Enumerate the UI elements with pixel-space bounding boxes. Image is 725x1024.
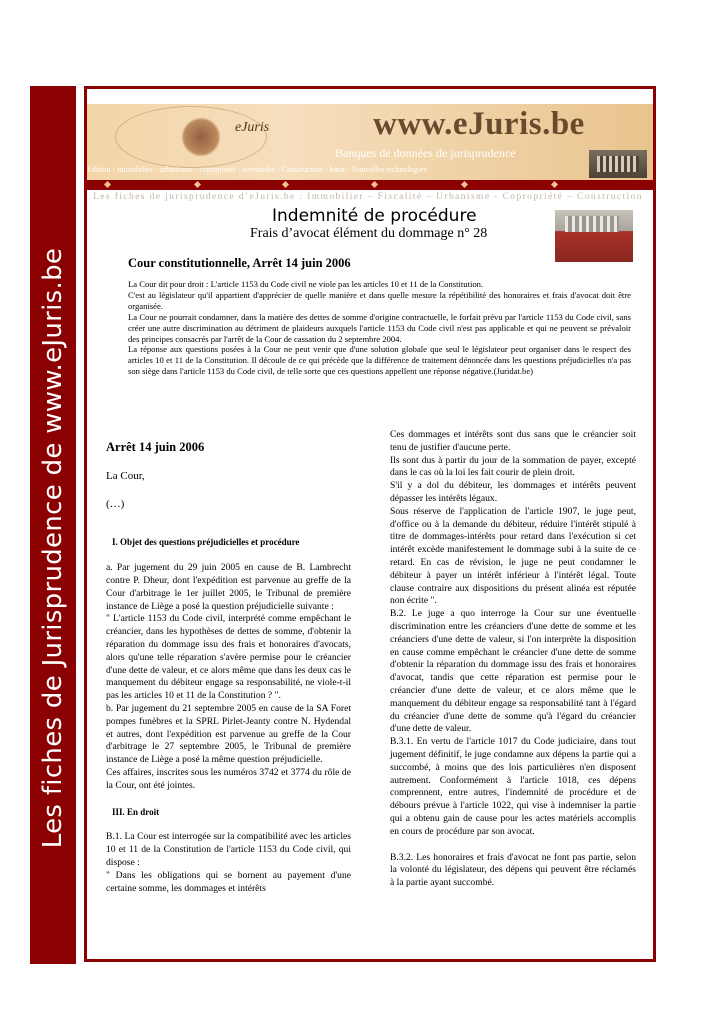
arret-heading: Arrêt 14 juin 2006	[106, 440, 205, 454]
body-paragraph: Ils sont dus à partir du jour de la sommation de payer, excepté dans le cas où la loi les fait courir de plein droit.	[390, 454, 636, 479]
header-strip: Les fiches de jurisprudence d’eJuris.be : Immobilier – Fiscalité – Urbanisme - Copropriété – Construction	[93, 192, 643, 202]
body-paragraph: Ces affaires, inscrites sous les numéros 3742 et 3774 du rôle de la Cour, ont été jointes.	[106, 766, 351, 791]
body-paragraph: B.1. La Cour est interrogée sur la compatibilité avec les articles 10 et 11 de la Constitution de l'article 1153 du Code civil, qui dispose :	[106, 831, 351, 868]
courtroom-photo	[555, 210, 633, 262]
body-paragraph: a. Par jugement du 29 juin 2005 en cause de B. Lambrecht contre P. Dheur, dont l'expédition est parvenue au greffe de la Cour d'arbitrage le 1er juillet 2005, le Tribunal de première instance de Liège a posé la question préjudicielle suivante :	[106, 562, 351, 612]
site-url[interactable]: www.eJuris.be	[373, 106, 585, 142]
sidebar-title: Les fiches de Jurisprudence de www.eJuris.be	[38, 247, 68, 849]
summary-paragraph: La réponse aux questions posées à la Cour ne peut venir que d'une solution globale que seul le législateur peut organiser dans le respect des articles 10 et 11 de la Constitution. Il découle de ce qui précède que la différence de traitement dénoncée dans les questions préjudicielles n'a pas son siège dans l'article 1153 du Code civil, de telle sorte que ces questions appellent une réponse négative.(Juridat.be)	[128, 344, 631, 377]
court-heading: Cour constitutionnelle, Arrêt 14 juin 2006	[128, 256, 351, 270]
bar-dot-icon	[371, 181, 378, 188]
la-cour: La Cour,	[106, 469, 145, 482]
bar-dot-icon	[104, 181, 111, 188]
bar-dot-icon	[194, 181, 201, 188]
body-paragraph: S'il y a dol du débiteur, les dommages et intérêts peuvent dépasser les intérêts légaux.	[390, 480, 636, 504]
body-paragraph: B.3.1. En vertu de l'article 1017 du Code judiciaire, dans tout jugement définitif, le juge condamne aux dépens la partie qui a succombé, à moins que des lois particulières n'en disposent autrement. Conformément à l'article 1018, ces dépens comprennent, entre autres, l'indemnité de procédure et de débours prévue à l'article 1022, qui vise à indemniser la partie qui a obtenu gain de cause pour les actes matériels accomplis en cours de procédure par son avocat.	[390, 736, 636, 837]
left-column	[106, 441, 351, 895]
body-paragraph: B.2. Le juge a quo interroge la Cour sur une éventuelle discrimination entre les créanciers d'une dette de somme et les créanciers d'une dette de valeur, si l'on interprète la disposition en cause comme empêchant le créancier d'une dette de somme d'obtenir la réparation du dommage issu des frais et honoraires d'avocat, tandis que cette réparation est permise pour le créancier d'une dette de valeur, et ce alors même que le manquement du débiteur engage sa responsabilité tant à l'égard du créancier d'une dette de somme qu'à l'égard du créancier d'une dette de valeur.	[390, 608, 636, 735]
page-subtitle: Frais d’avocat élément du dommage n° 28	[250, 226, 488, 241]
courthouse-image	[589, 150, 647, 178]
body-paragraph: " L'article 1153 du Code civil, interprété comme empêchant le créancier, dans les hypothèses de dettes de somme, d'obtenir la réparation du dommage issu des frais et honoraires d'avocats, alors qu'une telle réparation s'avère permise pour le créancier d'une dette de valeur, et ce alors même que dans les deux cas le manquement du débiteur engage sa responsabilité, ne viole-t-il pas les articles 10 et 11 de la Constitution ? ".	[106, 613, 351, 702]
banner-nav[interactable]: Edition - immobilier - urbanisme - copropriété - servitudes - Construction - baux - Nouvelles technologies	[87, 165, 427, 174]
summary-paragraph: La Cour dit pour droit : L'article 1153 du Code civil ne viole pas les articles 10 et 11 de la Constitution.	[128, 279, 484, 289]
page-title: Indemnité de procédure	[272, 206, 477, 226]
summary-block	[128, 279, 631, 377]
summary-paragraph: La Cour ne pourrait condamner, dans la matière des dettes de somme d'origine contractuelle, le forfait prévu par l'article 1153 du Code civil, sans créer une autre discrimination au détriment de plaideurs auxquels l'article 1153 du Code civil n'est pas applicable et qui ne peuvent se prévaloir des principes consacrés par l'arrêt de la Cour de cassation du 2 septembre 2004.	[128, 311, 631, 344]
banner-logo-text: eJuris	[235, 120, 270, 135]
bar-dot-icon	[461, 181, 468, 188]
body-paragraph: b. Par jugement du 21 septembre 2005 en cause de la SA Foret pompes funèbres et la SPRL Pirlet-Jeanty contre N. Hydendal et autres, dont l'expédition est parvenue au greffe de la Cour d'arbitrage le 27 septembre 2005, le Tribunal de première instance de Liège a posé la même question préjudicielle.	[106, 702, 351, 766]
right-column	[390, 429, 636, 890]
body-paragraph: B.3.2. Les honoraires et frais d'avocat ne font pas partie, selon la volonté du législateur, des dépens qui peuvent être réclamés à la partie ayant succombé.	[390, 851, 636, 889]
summary-paragraph: C'est au législateur qu'il appartient d'apprécier de quelle manière et dans quelle mesure la répétibilité des honoraires et frais d'avocat doit être organisée.	[128, 289, 631, 311]
body-paragraph: Sous réserve de l'application de l'article 1907, le juge peut, d'office ou à la demande du débiteur, réduire l'intérêt stipulé à titre de dommages-intérêts pour retard dans l'exécution si cet intérêt excède manifestement le dommage subi à la suite de ce retard. En cas de révision, le juge ne peut condamner le débiteur à payer un intérêt inférieur à l'intérêt légal. Toute clause contraire aux dispositions du présent alinéa est réputée non écrite ".	[390, 505, 636, 607]
eye-logo-icon	[115, 106, 270, 168]
body-paragraph: " Dans les obligations qui se bornent au payement d'une certaine somme, les dommages et intérêts	[106, 869, 351, 894]
site-banner[interactable]	[87, 104, 653, 180]
body-paragraph: Ces dommages et intérêts sont dus sans que le créancier soit tenu de justifier d'aucune perte.	[390, 429, 636, 453]
section-heading: III. En droit	[112, 806, 160, 817]
ellipsis: (…)	[106, 497, 125, 510]
banner-bar	[87, 180, 653, 190]
section-heading: I. Objet des questions préjudicielles et procédure	[112, 537, 300, 548]
banner-subtitle: Banques de données de jurisprudence	[335, 146, 516, 160]
bar-dot-icon	[551, 181, 558, 188]
bar-dot-icon	[282, 181, 289, 188]
